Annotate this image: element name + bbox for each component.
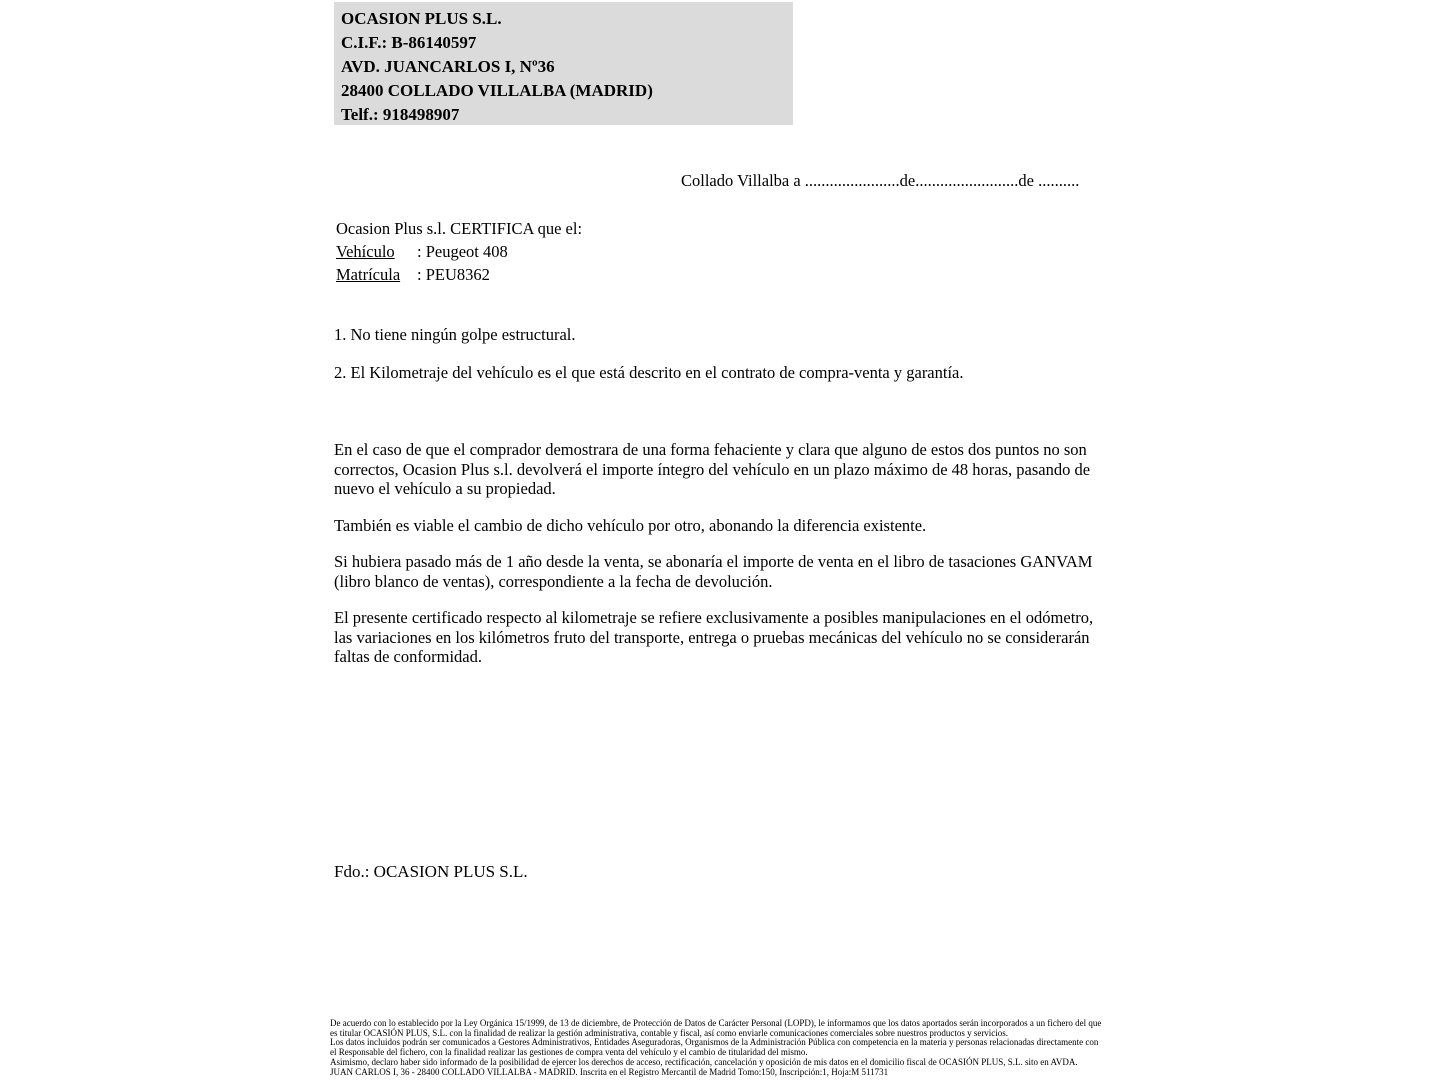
legal-footer [330, 1019, 1102, 1077]
point-2: 2. El Kilometraje del vehículo es el que está descrito en el contrato de compra-venta y garantía. [334, 363, 964, 382]
company-header [334, 2, 793, 125]
paragraph-ganvam: Si hubiera pasado más de 1 año desde la venta, se abonaría el importe de venta en el libro de tasaciones GANVAM (libro blanco de ventas), correspondiente a la fecha de devolución. [334, 552, 1093, 591]
legal-paragraph-rights: Asimismo, declaro haber sido informado de la posibilidad de ejercer los derechos de acceso, rectificación, cancelación y oposición de mis datos en el domicilio fiscal de OCASIÓN PLUS, S.L. sito en AVDA. JUAN CARLOS I, 36 - 28400 COLLADO VILLALBA - MADRID. Inscrita en el Registro Mercantil de Madrid Tomo:150, Inscripción:1, Hoja:M 511731 [330, 1056, 1078, 1077]
vehicle-label: Vehículo [336, 242, 395, 261]
company-name: OCASION PLUS S.L. [341, 9, 502, 28]
vehicle-row [336, 240, 582, 263]
legal-paragraph-data-sharing: Los datos incluidos podrán ser comunicados a Gestores Administrativos, Entidades Aseguradoras, Organismos de la Administración Pública con competencia en la materia y personas relacionadas directamente con el Responsable del fichero, con la finalidad realizar las gestiones de compra venta del vehículo y el cambio de titularidad del mismo. [330, 1037, 1099, 1058]
point-1: 1. No tiene ningún golpe estructural. [334, 325, 576, 344]
certificate-block [336, 217, 582, 286]
plate-label: Matrícula [336, 265, 401, 284]
plate-value: : PEU8362 [417, 265, 490, 284]
plate-row [336, 263, 582, 286]
company-phone: Telf.: 918498907 [341, 105, 460, 124]
company-address: AVD. JUANCARLOS I, Nº36 [341, 57, 555, 76]
paragraph-odometer: El presente certificado respecto al kilometraje se refiere exclusivamente a posibles manipulaciones en el odómetro, las variaciones en los kilómetros fruto del transporte, entrega o pruebas mecánicas del vehículo no se considerarán faltas de conformidad. [334, 608, 1094, 666]
certificate-intro: Ocasion Plus s.l. CERTIFICA que el: [336, 219, 583, 238]
company-cif: C.I.F.: B-86140597 [341, 33, 477, 52]
date-line: Collado Villalba a .......................de.........................de .......... [681, 171, 1080, 190]
vehicle-value: : Peugeot 408 [417, 242, 508, 261]
legal-paragraph-lopd: De acuerdo con lo establecido por la Ley Orgánica 15/1999, de 13 de diciembre, de Protección de Datos de Carácter Personal (LOPD), le informamos que los datos aportados serán incorporados a un fichero del que es titular OCASIÓN PLUS, S.L. con la finalidad de realizar la gestión administrativa, contable y fiscal, así como enviarle comunicaciones comerciales sobre nuestros productos y servicios. [330, 1018, 1102, 1038]
paragraph-refund: En el caso de que el comprador demostrara de una forma fehaciente y clara que alguno de estos dos puntos no son correctos, Ocasion Plus s.l. devolverá el importe íntegro del vehículo en un plazo máximo de 48 horas, pasando de nuevo el vehículo a su propiedad. [334, 440, 1091, 498]
company-city: 28400 COLLADO VILLALBA (MADRID) [341, 81, 653, 100]
certificate-points [334, 325, 1094, 383]
body-paragraphs [334, 440, 1094, 684]
signature-line: Fdo.: OCASION PLUS S.L. [334, 862, 528, 881]
paragraph-exchange: También es viable el cambio de dicho vehículo por otro, abonando la diferencia existente. [334, 515, 927, 535]
